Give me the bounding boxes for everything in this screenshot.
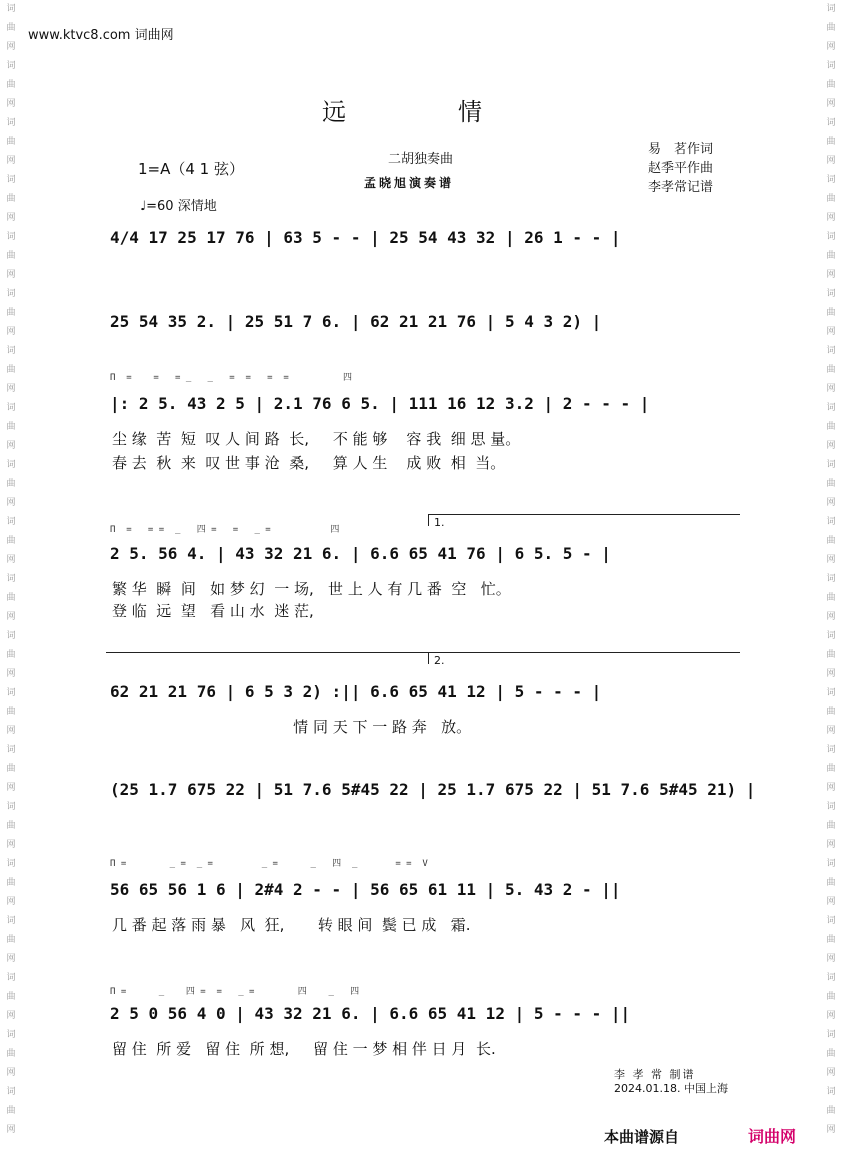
lyrics-8a: 留 住 所 爱 留 住 所 想, 留 住 一 梦 相 伴 日 月 长. [112,1040,496,1058]
watermark-char: 词 [6,232,16,242]
watermark-char: 曲 [6,707,16,717]
watermark-char: 词 [826,118,836,128]
watermark-char: 曲 [6,1106,16,1116]
lyrics-3b: 春 去 秋 来 叹 世 事 沧 桑, 算 人 生 成 败 相 当。 [112,454,506,472]
watermark-char: 曲 [826,935,836,945]
tempo-marking: ♩=60 深情地 [140,199,217,214]
watermark-char: 网 [826,1011,836,1021]
watermark-char: 词 [826,1030,836,1040]
watermark-char: 词 [6,403,16,413]
watermark-char: 曲 [826,1106,836,1116]
watermark-char: 曲 [826,23,836,33]
watermark-char: 曲 [6,365,16,375]
lyricist-credit: 易 茗作词 [648,142,714,157]
watermark-char: 网 [826,954,836,964]
watermark-char: 曲 [6,422,16,432]
source-label: 本曲谱源自 [604,1128,680,1146]
watermark-char: 网 [826,1068,836,1078]
staff-line-7: 56 65 56 1 6 | 2#4 2 - - | 56 65 61 11 | 5. 43 2 - || [110,880,621,899]
watermark-char: 词 [6,802,16,812]
watermark-char: 词 [826,175,836,185]
right-watermark [824,0,838,1171]
watermark-char: 曲 [6,536,16,546]
watermark-char: 词 [826,61,836,71]
watermark-char: 曲 [6,1049,16,1059]
watermark-char: 曲 [826,422,836,432]
watermark-char: 曲 [6,137,16,147]
staff-line-3: |: 2 5. 43 2 5 | 2.1 76 6 5. | 111 16 12 3.2 | 2 - - - | [110,394,650,413]
watermark-char: 网 [6,1068,16,1078]
volta-1-bracket [428,514,429,526]
watermark-char: 网 [6,441,16,451]
date-place: 2024.01.18. 中国上海 [614,1082,728,1095]
transcriber-signature: 李 孝 常 制谱 [614,1068,696,1081]
lyrics-4b: 登 临 远 望 看 山 水 迷 茫, [112,602,314,620]
title-part-2: 情 [458,98,484,126]
watermark-char: 网 [826,840,836,850]
transcriber-credit: 李孝常记谱 [648,180,714,195]
watermark-char: 词 [826,802,836,812]
watermark-char: 词 [826,460,836,470]
watermark-char: 曲 [826,650,836,660]
watermark-char: 词 [6,859,16,869]
watermark-char: 网 [6,1011,16,1021]
watermark-char: 曲 [826,707,836,717]
lyrics-5a: 情 同 天 下 一 路 奔 放。 [112,718,472,736]
watermark-char: 词 [6,916,16,926]
staff-line-1: 4/4 17 25 17 76 | 63 5 - - | 25 54 43 32 | 26 1 - - | [110,228,621,247]
watermark-char: 曲 [6,308,16,318]
watermark-char: 网 [6,384,16,394]
watermark-char: 曲 [826,992,836,1002]
watermark-char: 曲 [826,1049,836,1059]
watermark-char: 网 [6,954,16,964]
bowing-marks-3: П = = = _ _ = = = = 四 [110,373,352,383]
watermark-char: 网 [6,1125,16,1135]
key-signature: 1=A（4 1 弦） [138,160,244,178]
watermark-char: 曲 [826,137,836,147]
watermark-char: 词 [6,289,16,299]
watermark-char: 曲 [6,821,16,831]
watermark-char: 词 [826,346,836,356]
watermark-char: 网 [826,441,836,451]
watermark-char: 曲 [6,650,16,660]
watermark-char: 网 [826,156,836,166]
watermark-char: 曲 [826,593,836,603]
watermark-char: 网 [826,783,836,793]
watermark-char: 词 [6,346,16,356]
site-header[interactable]: www.ktvc8.com 词曲网 [28,28,174,43]
watermark-char: 词 [6,574,16,584]
volta-2-line [106,652,740,653]
watermark-char: 网 [6,498,16,508]
title-part-1: 远 [322,98,348,126]
watermark-char: 网 [826,555,836,565]
watermark-char: 曲 [6,764,16,774]
watermark-char: 曲 [6,878,16,888]
watermark-char: 词 [826,745,836,755]
volta-1-label: 1. [434,516,445,529]
bowing-marks-8: П = _ 四 = = _ = 四 _ 四 [110,987,360,997]
watermark-char: 网 [6,897,16,907]
watermark-char: 词 [6,973,16,983]
watermark-char: 曲 [826,251,836,261]
watermark-char: 词 [6,631,16,641]
volta-2-label: 2. [434,654,445,667]
watermark-char: 曲 [6,593,16,603]
watermark-char: 词 [826,574,836,584]
staff-line-5: 62 21 21 76 | 6 5 3 2) :|| 6.6 65 41 12 | 5 - - - | [110,682,602,701]
watermark-char: 词 [6,118,16,128]
lyrics-4a: 繁 华 瞬 间 如 梦 幻 一 场, 世 上 人 有 几 番 空 忙。 [112,580,511,598]
watermark-char: 曲 [826,536,836,546]
watermark-char: 网 [6,612,16,622]
watermark-char: 网 [826,669,836,679]
watermark-char: 曲 [6,479,16,489]
watermark-char: 网 [6,327,16,337]
watermark-char: 网 [6,213,16,223]
watermark-char: 曲 [6,935,16,945]
watermark-char: 词 [6,517,16,527]
watermark-char: 网 [826,1125,836,1135]
page-title [322,92,484,127]
watermark-char: 网 [6,270,16,280]
left-watermark [4,0,18,1171]
staff-line-2: 25 54 35 2. | 25 51 7 6. | 62 21 21 76 | 5 4 3 2) | [110,312,602,331]
watermark-char: 词 [826,973,836,983]
watermark-char: 网 [6,555,16,565]
bowing-marks-7: П = _ = _ = _ = _ 四 _ = = V [110,859,428,869]
lyrics-7a: 几 番 起 落 雨 暴 风 狂, 转 眼 间 鬓 已 成 霜. [112,916,471,934]
performer-subtitle: 孟晓旭演奏谱 [364,176,455,190]
watermark-char: 词 [6,61,16,71]
staff-line-8: 2 5 0 56 4 0 | 43 32 21 6. | 6.6 65 41 12 | 5 - - - || [110,1004,631,1023]
watermark-char: 词 [826,232,836,242]
watermark-char: 网 [6,840,16,850]
watermark-char: 曲 [826,194,836,204]
staff-line-6: (25 1.7 675 22 | 51 7.6 5#45 22 | 25 1.7 675 22 | 51 7.6 5#45 21) | [110,780,756,799]
volta-2-bracket [428,652,429,664]
watermark-char: 词 [826,289,836,299]
watermark-char: 网 [6,783,16,793]
watermark-char: 词 [826,1087,836,1097]
watermark-char: 网 [826,897,836,907]
watermark-char: 词 [826,916,836,926]
watermark-char: 词 [6,4,16,14]
watermark-char: 曲 [826,365,836,375]
source-site-link[interactable]: 词曲网 [748,1127,797,1146]
watermark-char: 曲 [6,194,16,204]
watermark-char: 网 [826,612,836,622]
watermark-char: 词 [826,517,836,527]
watermark-char: 曲 [826,878,836,888]
watermark-char: 词 [6,460,16,470]
watermark-char: 曲 [6,80,16,90]
watermark-char: 网 [826,213,836,223]
watermark-char: 词 [6,175,16,185]
watermark-char: 词 [826,631,836,641]
watermark-char: 网 [6,726,16,736]
watermark-char: 网 [6,99,16,109]
watermark-char: 曲 [826,308,836,318]
watermark-char: 曲 [6,992,16,1002]
watermark-char: 网 [826,384,836,394]
watermark-char: 词 [826,688,836,698]
watermark-char: 词 [826,4,836,14]
watermark-char: 网 [826,270,836,280]
watermark-char: 词 [6,1087,16,1097]
watermark-char: 曲 [826,479,836,489]
watermark-char: 网 [826,498,836,508]
watermark-char: 词 [6,745,16,755]
staff-line-4: 2 5. 56 4. | 43 32 21 6. | 6.6 65 41 76 | 6 5. 5 - | [110,544,611,563]
watermark-char: 网 [6,669,16,679]
watermark-char: 曲 [826,821,836,831]
watermark-char: 曲 [6,251,16,261]
genre-subtitle: 二胡独奏曲 [388,152,454,167]
watermark-char: 网 [826,726,836,736]
watermark-char: 曲 [6,23,16,33]
watermark-char: 曲 [826,764,836,774]
watermark-char: 网 [826,99,836,109]
watermark-char: 网 [826,327,836,337]
watermark-char: 词 [6,688,16,698]
credits-block [648,140,713,197]
lyrics-3a: 尘 缘 苦 短 叹 人 间 路 长, 不 能 够 容 我 细 思 量。 [112,430,521,448]
watermark-char: 词 [826,403,836,413]
composer-credit: 赵季平作曲 [648,161,714,176]
watermark-char: 网 [826,42,836,52]
watermark-char: 网 [6,42,16,52]
watermark-char: 曲 [826,80,836,90]
bowing-marks-4: П = = = _ 四 = = _ = 四 [110,525,340,535]
watermark-char: 网 [6,156,16,166]
watermark-char: 词 [6,1030,16,1040]
volta-1-line [428,514,740,515]
watermark-char: 词 [826,859,836,869]
